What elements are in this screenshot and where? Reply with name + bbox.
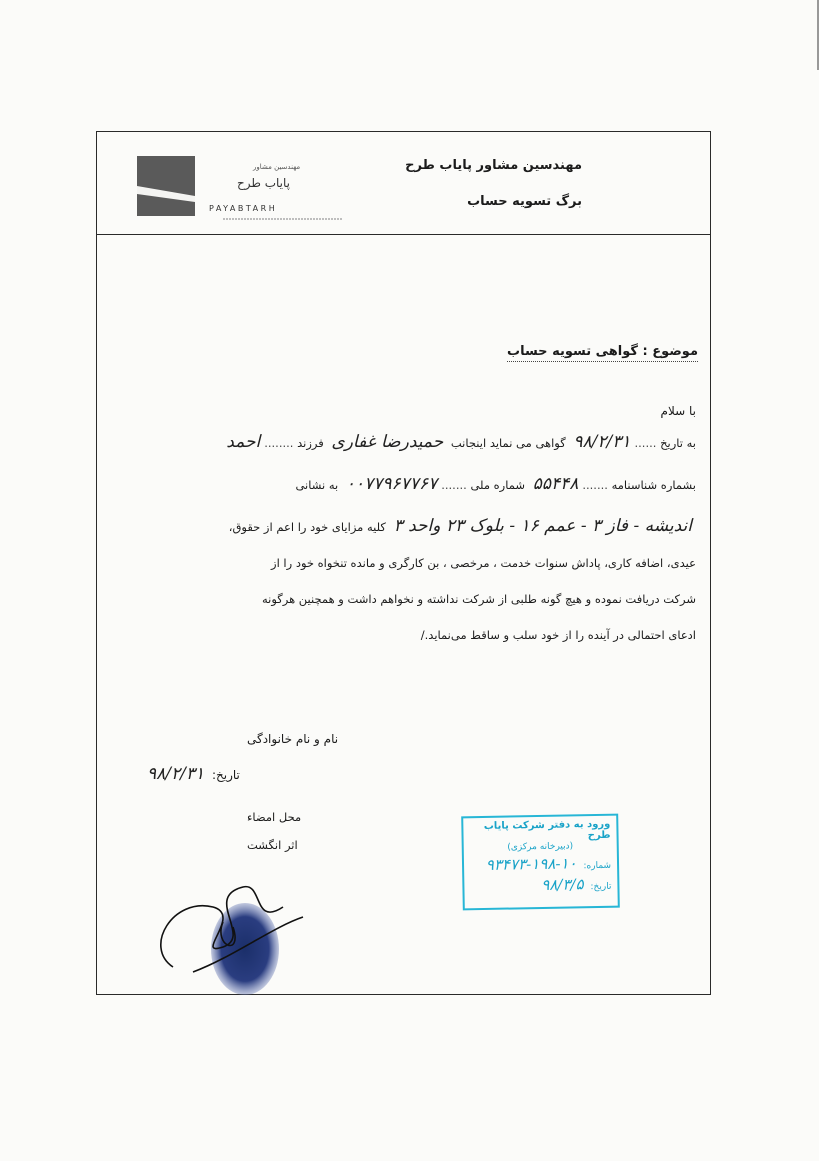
stamp-title: ورود به دفتر شرکت پایاب طرح [483, 818, 611, 842]
logo-english-name: PAYABTARH [209, 204, 278, 213]
handwritten-id-number: ۵۵۴۴۸ [532, 474, 579, 494]
handwritten-name: حمیدرضا غفاری [331, 432, 444, 452]
handwritten-address: اندیشه - فاز ۳ - عمم ۱۶ - بلوک ۲۳ واحد ۳ [393, 516, 692, 536]
body-line-3 [107, 516, 696, 536]
line3-text: کلیه مزایای خود را اعم از حقوق، [228, 520, 386, 534]
line2-prefix: بشماره شناسنامه [611, 478, 696, 492]
stamp-number-label: شماره: [583, 860, 612, 872]
fill-dots: ...... [634, 436, 657, 450]
logo-subtitle: مهندسین مشاور [253, 163, 301, 171]
stamp-date-row [470, 875, 611, 895]
body-line-1 [107, 432, 696, 452]
handwritten-signature-date: ۹۸/۲/۳۱ [147, 764, 205, 784]
body-line-6: ادعای احتمالی در آینده را از خود سلب و ساقط می‌نماید./ [420, 628, 696, 642]
form-title: برگ تسویه حساب [467, 194, 582, 209]
logo-tagline [223, 216, 343, 224]
stamp-subtitle: (دبیرخانه مرکزی) [507, 841, 574, 853]
fill-dots: ........ [264, 436, 294, 450]
line1-prefix: به تاریخ [660, 436, 696, 450]
stamp-date-value: ۹۸/۳/۵ [541, 875, 584, 894]
stamp-number-row [470, 854, 611, 874]
signature-date [143, 764, 240, 784]
thumbprint-mark [211, 903, 279, 995]
document-frame [96, 131, 711, 995]
line1-text2: فرزند [297, 436, 324, 450]
logo-tagline-graphic [223, 216, 343, 222]
body-line-2 [107, 474, 696, 494]
signature-date-label: تاریخ: [211, 768, 240, 782]
signature-name-label: نام و نام خانوادگی [247, 732, 339, 746]
document-header [97, 132, 710, 235]
line1-text: گواهی می نماید اینجانب [450, 436, 566, 450]
logo-persian-name: پایاب طرح [237, 176, 291, 190]
registry-stamp [461, 814, 620, 911]
handwritten-date: ۹۸/۲/۳۱ [573, 432, 631, 452]
stamp-number-value: ۱۰-۱۹۸-۹۳۴۷۳ [485, 854, 577, 874]
thumbprint-label: اثر انگشت [247, 838, 298, 852]
fill-dots: ....... [582, 478, 608, 492]
subject-line: موضوع : گواهی تسویه حساب [507, 344, 698, 362]
signature-and-thumbprint [133, 867, 333, 997]
body-line-5: شرکت دریافت نموده و هیچ گونه طلبی از شرکت نداشته و نخواهم داشت و همچنین هرگونه [261, 592, 696, 606]
fill-dots: ....... [441, 478, 467, 492]
line2-text2: به نشانی [295, 478, 339, 492]
line2-text: شماره ملی [470, 478, 526, 492]
logo-mark-icon [137, 156, 201, 218]
greeting: با سلام [660, 404, 696, 418]
company-logo [137, 156, 327, 226]
body-line-4: عیدی، اضافه کاری، پاداش سنوات خدمت ، مرخصی ، بن کارگری و مانده تنخواه خود را از [271, 556, 696, 570]
stamp-date-label: تاریخ: [590, 881, 612, 893]
signature-place-label: محل امضاء [247, 810, 302, 824]
handwritten-father-name: احمد [226, 432, 261, 452]
company-name: مهندسین مشاور پایاب طرح [405, 158, 582, 173]
handwritten-national-id: ۰۰۷۷۹۶۷۷۶۷ [345, 474, 438, 494]
